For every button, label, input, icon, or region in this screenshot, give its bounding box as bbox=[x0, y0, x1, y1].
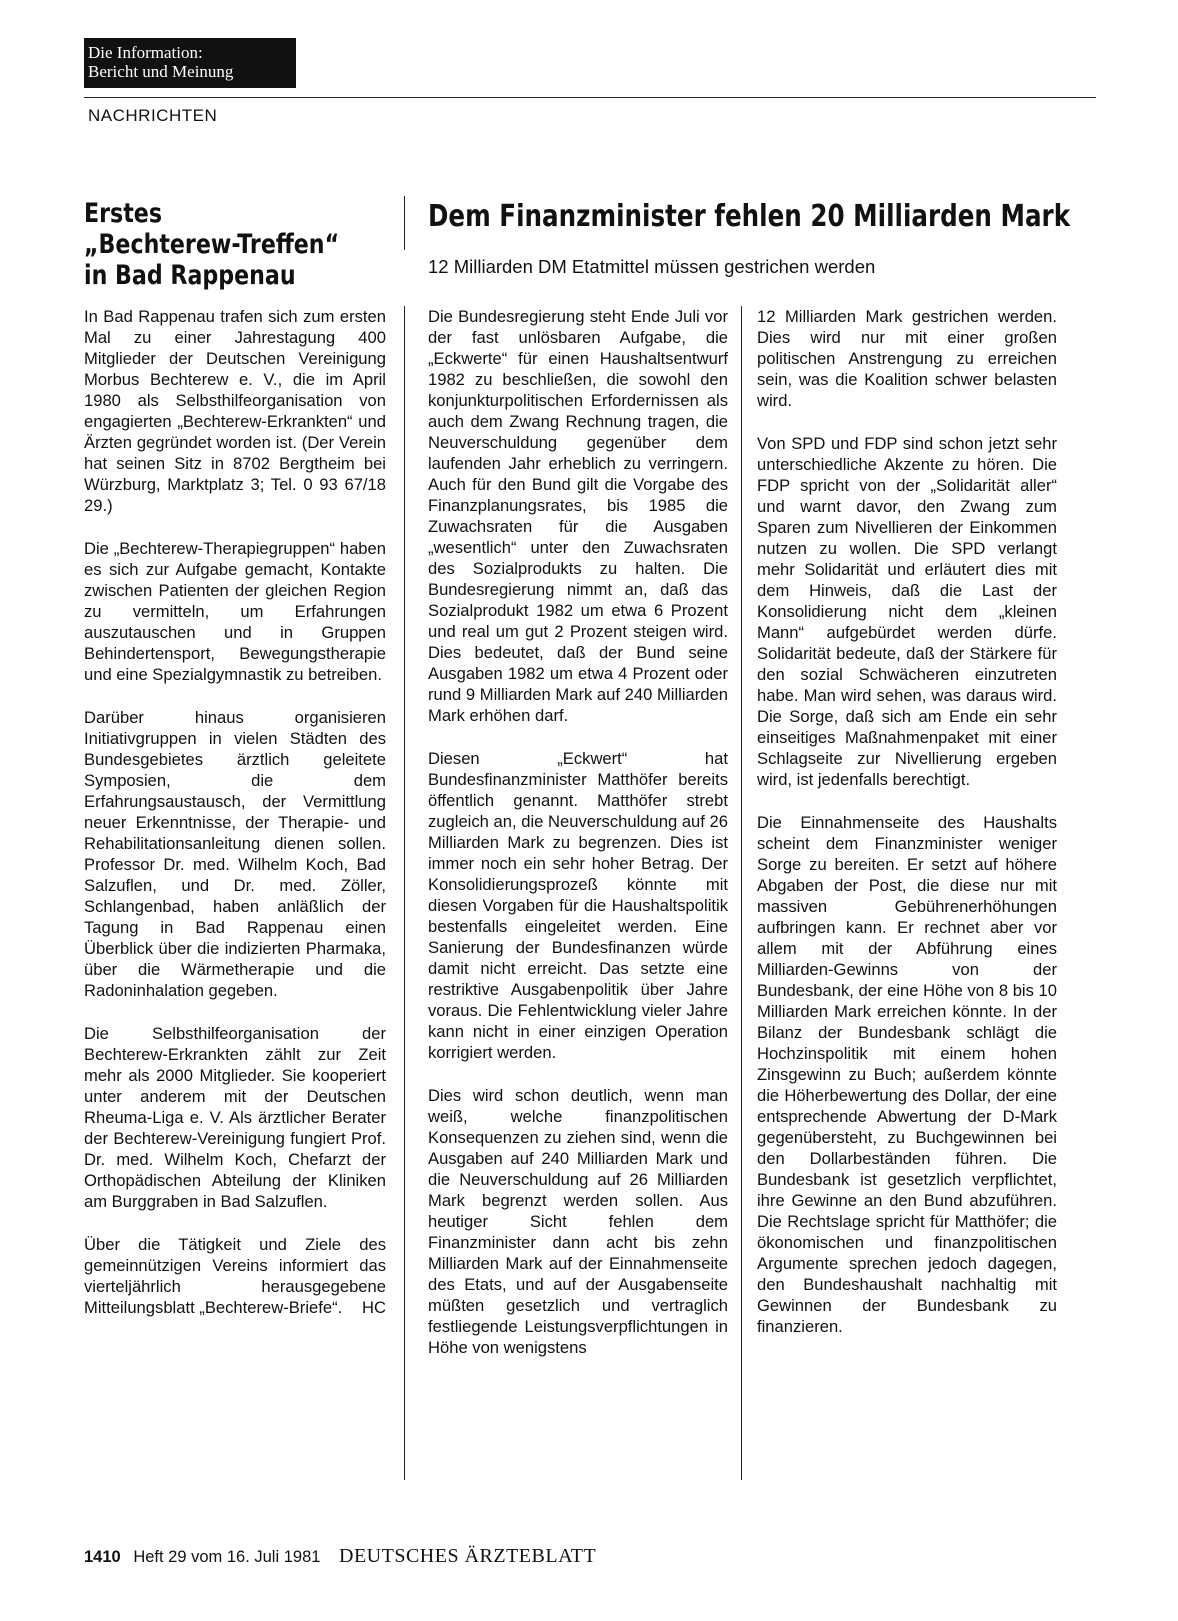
left-paragraph-last bbox=[84, 1234, 386, 1318]
main-paragraph: Von SPD und FDP sind schon jetzt sehr unterschiedliche Akzente zu hören. Die FDP spricht von der „Solidarität aller“ und warnt davor, den Zwang zum Sparen zum Nivellieren der Einkommen nutzen zu wollen. Die SPD verlangt mehr Solidarität und erläutert dies mit dem Hinweis, daß die Last der Konsolidierung nicht dem „kleinen Mann“ aufgebürdet werden dürfe. Solidarität bedeute, daß der Stärkere für den sozial Schwächeren einzutreten habe. Man wird sehen, was daraus wird. Die Sorge, daß sich am Ende ein sehr einseitiges Maßnahmenpaket mit einer Schlagseite zur Nivellierung ergeben wird, ist jedenfalls berechtigt. bbox=[757, 434, 1057, 789]
main-paragraph: Die Einnahmenseite des Haushalts scheint dem Finanzminister weniger Sorge zu bereiten. Er setzt auf höhere Abgaben der Post, die diese nur mit massiven Gebührenerhöhungen aufbringen kann. Er rechnet aber vor allem mit der Abführung eines Milliarden-Gewinns von der Bundesbank, der eine Höhe von 8 bis 10 Milliarden Mark erreichen könnte. In der Bilanz der Bundesbank schlägt die Hochzinspolitik mit einem hohen Zinsgewinn zu Buch; außerdem könnte die Höherbewertung des Dollar, der eine entsprechende Abwertung der D-Mark gegenübersteht, zu Buchgewinnen bei den Dollarbeständen führen. Die Bundesbank ist gesetzlich verpflichtet, ihre Gewinne an den Bund abzuführen. Die Rechtslage spricht für Matthöfer; die ökonomischen und finanzpolitischen Argumente sprechen jedoch dagegen, den Bundeshaushalt nachhaltig mit Gewinnen der Bundesbank zu finanzieren. bbox=[757, 813, 1057, 1336]
main-article-column-2 bbox=[757, 306, 1057, 1359]
main-paragraph: 12 Milliarden Mark gestrichen werden. Dies wird nur mit einer großen politischen Anstrengung zu erreichen sein, was die Koalition schwer belasten wird. bbox=[757, 307, 1057, 410]
main-article-title: Dem Finanzminister fehlen 20 Milliarden Mark bbox=[428, 199, 1071, 234]
left-paragraph: Die „Bechterew-Therapiegruppen“ haben es sich zur Aufgabe gemacht, Kontakte zwischen Patienten der gleichen Region zu vermitteln, um Erfahrungen auszutauschen und in Gruppen Behindertensport, Bewegungstherapie und eine Spezialgymnastik zu betreiben. bbox=[84, 539, 386, 684]
author-signature: HC bbox=[362, 1298, 386, 1317]
section-label: NACHRICHTEN bbox=[88, 106, 218, 125]
left-title-line-3: in Bad Rappenau bbox=[84, 260, 296, 291]
header-line-2: Bericht und Meinung bbox=[88, 62, 234, 81]
left-title-line-1: Erstes bbox=[84, 198, 163, 229]
issue-info: Heft 29 vom 16. Juli 1981 bbox=[133, 1548, 321, 1566]
left-article-body bbox=[84, 306, 386, 1340]
left-paragraph-text: Über die Tätigkeit und Ziele des gemeinnützigen Vereins informiert das vierteljährlich herausgegebene Mitteilungsblatt „Bechterew-Briefe“. bbox=[84, 1235, 386, 1317]
left-paragraph: In Bad Rappenau trafen sich zum ersten Mal zu einer Jahrestagung 400 Mitglieder der Deutschen Vereinigung Morbus Bechterew e. V., die im April 1980 als Selbsthilfeorganisation von engagierten „Bechterew-Erkrankten“ und Ärzten gegründet worden ist. (Der Verein hat seinen Sitz in 8702 Bergtheim bei Würzburg, Marktplatz 3; Tel. 0 93 67/18 29.) bbox=[84, 307, 386, 515]
page-number: 1410 bbox=[84, 1548, 121, 1566]
main-paragraph: Diesen „Eckwert“ hat Bundesfinanzminister Matthöfer bereits öffentlich genannt. Matthöfer strebt zugleich an, die Neuverschuldung auf 26 Milliarden Mark zu begrenzen. Dies ist immer noch ein sehr hoher Betrag. Der Konsolidierungsprozeß könnte mit diesen Vorgaben für die Haushaltspolitik bestenfalls eingeleitet werden. Eine Sanierung der Bundesfinanzen würde damit nicht erreicht. Das setzte eine restriktive Ausgabenpolitik über Jahre voraus. Die Fehlentwicklung vieler Jahre kann nicht in einer einzigen Operation korrigiert werden. bbox=[428, 749, 728, 1062]
header-rule bbox=[84, 97, 1096, 98]
left-paragraph: Die Selbsthilfeorganisation der Bechterew-Erkrankten zählt zur Zeit mehr als 2000 Mitglieder. Sie kooperiert unter anderem mit der Deutschen Rheuma-Liga e. V. Als ärztlicher Berater der Bechterew-Vereinigung fungiert Prof. Dr. med. Wilhelm Koch, Chefarzt der Orthopädischen Abteilung der Kliniken am Burggraben in Bad Salzuflen. bbox=[84, 1024, 386, 1211]
column-divider-left bbox=[404, 306, 405, 1480]
header-line-1: Die Information: bbox=[88, 43, 203, 62]
main-article-column-1 bbox=[428, 306, 728, 1380]
journal-name: DEUTSCHES ÄRZTEBLATT bbox=[339, 1545, 597, 1567]
left-article-title bbox=[84, 198, 346, 291]
main-paragraph: Die Bundesregierung steht Ende Juli vor der fast unlösbaren Aufgabe, die „Eckwerte“ für einen Haushaltsentwurf 1982 zu beschließen, die sowohl den konjunkturpolitischen Erfordernissen als auch dem Zwang Rechnung tragen, die Neuverschuldung gegenüber dem laufenden Jahr erheblich zu verringern. Auch für den Bund gilt die Vorgabe des Finanzplanungsrates, bis 1985 die Zuwachsraten für die Ausgaben „wesentlich“ unter den Zuwachsraten des Sozialprodukts zu halten. Die Bundesregierung nimmt an, daß das Sozialprodukt 1982 um etwa 6 Prozent und real um gut 2 Prozent steigen wird. Dies bedeutet, daß der Bund seine Ausgaben 1982 um etwa 4 Prozent oder rund 9 Milliarden Mark auf 240 Milliarden Mark erhöhen darf. bbox=[428, 307, 728, 725]
column-divider-top bbox=[404, 196, 405, 250]
main-paragraph: Dies wird schon deutlich, wenn man weiß, welche finanzpolitischen Konsequenzen zu ziehen sind, wenn die Ausgaben auf 240 Milliarden Mark und die Neuverschuldung auf 26 Milliarden Mark begrenzt werden sollen. Aus heutiger Sicht fehlen dem Finanzminister dann acht bis zehn Milliarden Mark auf der Einnahmenseite des Etats, und auf der Ausgabenseite müßten gesetzlich und vertraglich festliegende Leistungsverpflichtungen in Höhe von wenigstens bbox=[428, 1086, 728, 1357]
page-footer bbox=[84, 1545, 596, 1568]
left-title-line-2: „Bechterew-Treffen“ bbox=[84, 229, 340, 260]
main-article-subtitle: 12 Milliarden DM Etatmittel müssen gestrichen werden bbox=[428, 256, 876, 277]
column-divider-right bbox=[741, 306, 742, 1480]
left-paragraph: Darüber hinaus organisieren Initiativgruppen in vielen Städten des Bundesgebietes ärztlich geleitete Symposien, die dem Erfahrungsaustausch, der Vermittlung neuer Erkenntnisse, der Therapie- und Rehabilitationsanleitung dienen sollen. Professor Dr. med. Wilhelm Koch, Bad Salzuflen, und Dr. med. Zöller, Schlangenbad, haben anläßlich der Tagung in Bad Rappenau einen Überblick über die indizierten Pharmaka, über die Wärmetherapie und die Radoninhalation gegeben. bbox=[84, 708, 386, 1000]
section-header-box bbox=[84, 38, 296, 88]
